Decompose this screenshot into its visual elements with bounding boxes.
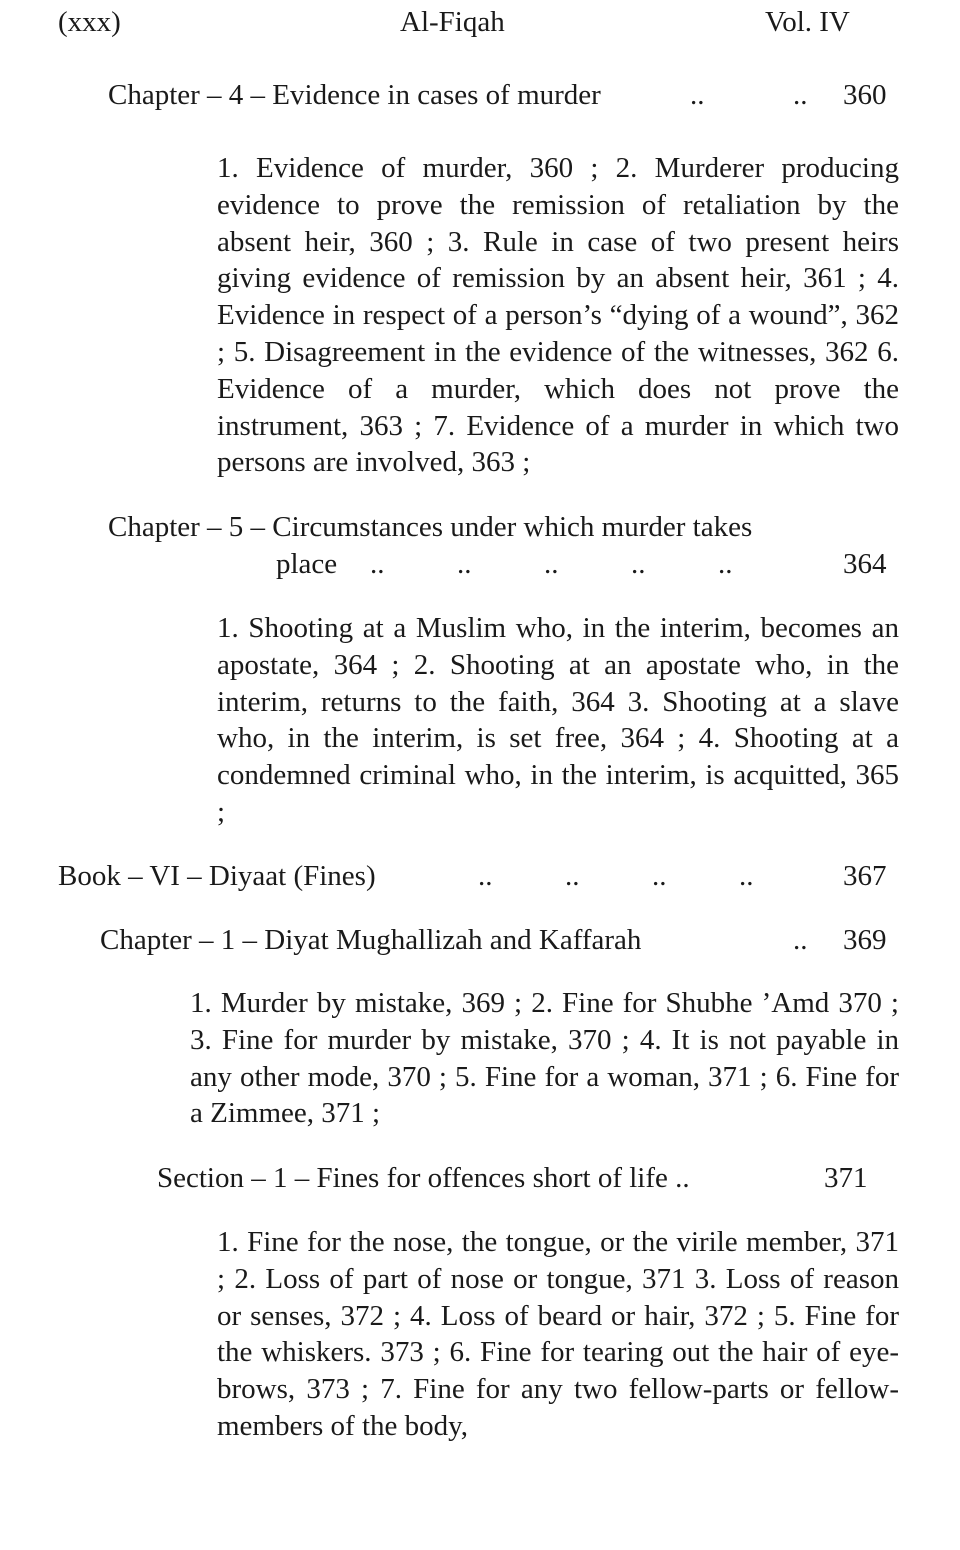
running-header [0, 2, 960, 42]
toc-entry-title: Chapter – 4 – Evidence in cases of murder [108, 79, 601, 111]
toc-entry-book-6[interactable] [58, 858, 908, 895]
leader-dots: .. [690, 79, 705, 111]
chapter-4-contents: 1. Evidence of murder, 360 ; 2. Murderer producing evidence to prove the remission of retaliation by the absent heir, 360 ; 3. Rule in case of two present heirs giving evidence of remission by an absent heir, 361 ; 4. Evidence in respect of a person’s “dying of a wound”, 362 ; 5. Disagreement in the evidence of the witnesses, 362 6. Evidence of a murder, which does not prove the instrument, 363 ; 7. Evidence of a murder in which two persons are involved, 363 ; [217, 152, 899, 479]
toc-entry-section-1[interactable] [157, 1160, 908, 1197]
leader-dots: .. [793, 79, 808, 111]
page-number-roman: (xxx) [58, 6, 121, 38]
toc-entry-chapter-5[interactable] [108, 509, 908, 546]
leader-dots: .. .. .. .. [478, 860, 754, 892]
toc-page-number: 360 [843, 79, 887, 111]
toc-entry-title: Chapter – 5 – Circumstances under which murder takes [108, 511, 753, 543]
toc-entry-chapter-4[interactable] [108, 77, 908, 114]
toc-page-number: 364 [843, 548, 887, 580]
toc-page-number: 367 [843, 860, 887, 892]
toc-entry-diyat-chapter-1[interactable] [100, 922, 908, 959]
leader-dots: .. [793, 924, 808, 956]
toc-page-number: 371 [824, 1162, 868, 1194]
chapter-5-contents: 1. Shooting at a Muslim who, in the interim, becomes an apostate, 364 ; 2. Shooting at an apostate who, in the interim, returns to the faith, 364 3. Shooting at a slave who, in the interim, is set free, 364 ; 4. Shooting at a condemned criminal who, in the interim, is acquitted, 365 ; [217, 612, 899, 828]
volume-label: Vol. IV [765, 6, 850, 38]
toc-entry-chapter-5-continued[interactable] [276, 546, 896, 583]
toc-entry-title: Section – 1 – Fines for offences short of life .. [157, 1162, 690, 1194]
section-1-contents: 1. Fine for the nose, the tongue, or the virile member, 371 ; 2. Loss of part of nose or tongue, 371 3. Loss of reason or senses, 372 ; 4. Loss of beard or hair, 372 ; 5. Fine for the whiskers. 373 ; 6. Fine for tearing out the hair of eye-brows, 373 ; 7. Fine for any two fellow-parts or fellow-members of the body, [217, 1226, 899, 1442]
book-title: Al-Fiqah [400, 6, 505, 38]
toc-entry-title: Book – VI – Diyaat (Fines) [58, 860, 376, 892]
diyat-chapter-1-contents: 1. Murder by mistake, 369 ; 2. Fine for Shubhe ’Amd 370 ; 3. Fine for murder by mistake, 370 ; 4. It is not payable in any other mode, 370 ; 5. Fine for a woman, 371 ; 6. Fine for a Zimmee, 371 ; [190, 987, 899, 1130]
toc-page-number: 369 [843, 924, 887, 956]
toc-entry-title: Chapter – 1 – Diyat Mughallizah and Kaffarah [100, 924, 642, 956]
leader-dots: .. .. .. .. .. [370, 548, 733, 580]
toc-entry-title-continued: place [276, 548, 338, 580]
